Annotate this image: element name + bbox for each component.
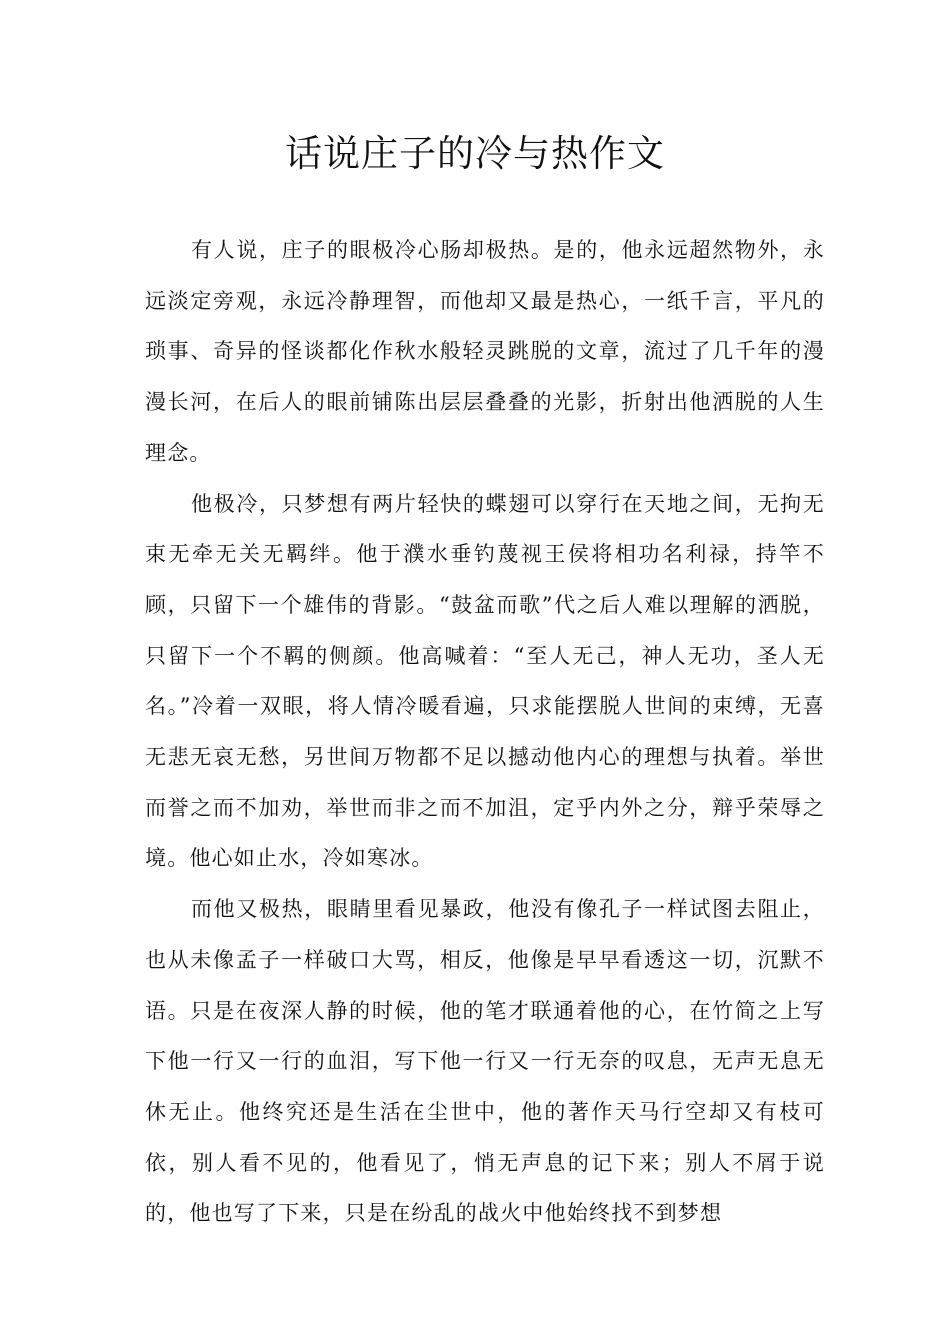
paragraph-2: 他极冷，只梦想有两片轻快的蝶翅可以穿行在天地之间，无拘无束无牵无关无羁绊。他于濮水垂钓蔑视王侯将相功名利禄，持竿不顾，只留下一个雄伟的背影。“鼓盆而歌”代之后人难以理解的洒脱，只留下一个不羁的侧颜。他高喊着：“至人无己，神人无功，圣人无名。”冷着一双眼，将人情冷暖看遍，只求能摆脱人世间的束缚，无喜无悲无哀无愁，另世间万物都不足以撼动他内心的理想与执着。举世而誉之而不加劝，举世而非之而不加沮，定乎内外之分，辩乎荣辱之境。他心如止水，冷如寒冰。 [145,491,825,871]
paragraph-3: 而他又极热，眼睛里看见暴政，他没有像孔子一样试图去阻止，也从未像孟子一样破口大骂，相反，他像是早早看透这一切，沉默不语。只是在夜深人静的时候，他的笔才联通着他的心，在竹简之上写下他一行又一行的血泪，写下他一行又一行无奈的叹息，无声无息无休无止。他终究还是生活在尘世中，他的著作天马行空却又有枝可依，别人看不见的，他看见了，悄无声息的记下来；别人不屑于说的，他也写了下来，只是在纷乱的战火中他始终找不到梦想 [145,897,825,1226]
paragraph-1: 有人说，庄子的眼极冷心肠却极热。是的，他永远超然物外，永远淡定旁观，永远冷静理智，而他却又最是热心，一纸千言，平凡的琐事、奇异的怪谈都化作秋水般轻灵跳脱的文章，流过了几千年的漫漫长河，在后人的眼前铺陈出层层叠叠的光影，折射出他洒脱的人生理念。 [145,238,825,465]
document-title: 话说庄子的冷与热作文 [285,132,665,175]
document-body [145,225,825,1239]
